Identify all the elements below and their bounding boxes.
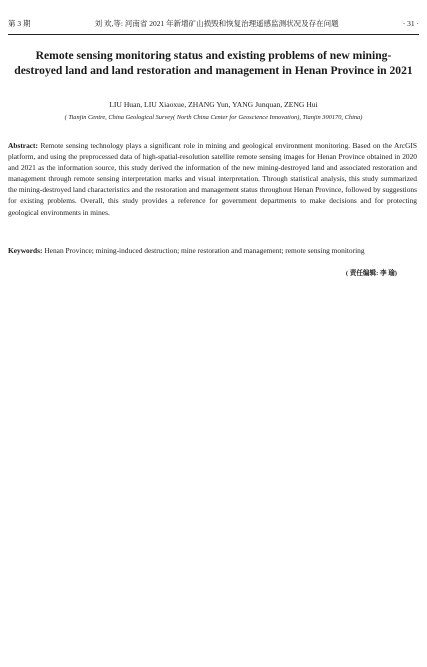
- abstract-text: Remote sensing technology plays a significant role in mining and geological environment monitoring. Based on the ArcGIS platform, and using the preprocessed data of high-spatial-resolution satellite remote sensing images for Henan Province obtained in 2020 and 2021 as the information source, this study derived the information of the new mining-destroyed land and associated restoration and management through remote sensing interpretation marks and visual interpretation. Through statistical analysis, this study summarized the mining-destroyed land characteristics and the restoration and management status throughout Henan Province, followed by suggestions for existing problems. Overall, this study provides a reference for government departments to make decisions and for protecting geological environments in mines.: [8, 141, 417, 217]
- keywords-label: Keywords:: [8, 246, 43, 255]
- abstract: [8, 140, 417, 218]
- author-list: LIU Huan, LIU Xiaoxue, ZHANG Yun, YANG Junquan, ZENG Hui: [109, 100, 318, 109]
- issue-number: 第 3 期: [8, 19, 31, 28]
- running-title: 刘 欢,等: 河南省 2021 年新增矿山损毁和恢复治理遥感监测状况及存在问题: [94, 19, 339, 28]
- abstract-label: Abstract:: [8, 141, 38, 150]
- keywords: [8, 245, 417, 256]
- keywords-text: Henan Province; mining-induced destruction; mine restoration and management; remote sensing monitoring: [42, 246, 365, 255]
- page-number: · 31 ·: [402, 19, 419, 28]
- header-rule: [8, 34, 419, 35]
- page-header: [8, 19, 419, 28]
- editor-note: ( 责任编辑: 李 瑜): [345, 270, 397, 277]
- paper-title: Remote sensing monitoring status and existing problems of new mining-destroyed land and land restoration and management in Henan Province in 2021: [14, 49, 413, 77]
- affiliation: ( Tianjin Centre, China Geological Survey( North China Center for Geoscience Innovation), Tianjin 300170, China): [64, 114, 363, 121]
